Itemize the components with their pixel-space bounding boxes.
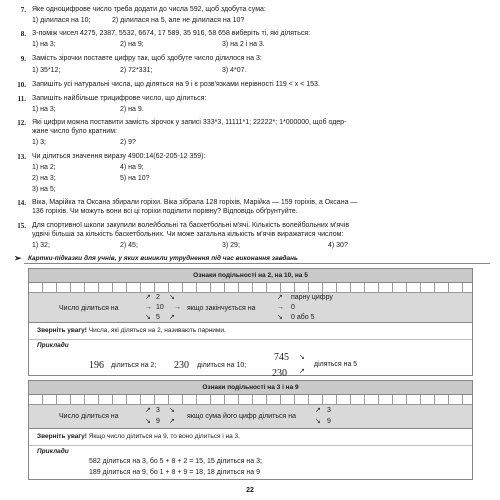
question-15 <box>10 222 490 240</box>
option: 3) на 2 і на 3. <box>222 41 265 48</box>
examples-row <box>29 458 472 482</box>
example-text: діляться на 5 <box>314 361 358 369</box>
digit-sum-divisor: 9 <box>327 418 331 425</box>
divisor: 5 <box>156 314 160 321</box>
attention-label: Зверніть увагу! <box>37 433 87 440</box>
attention-text: Числа, які діляться на 2, називають парними. <box>88 327 226 334</box>
question-10 <box>10 81 490 90</box>
question-12 <box>10 119 490 137</box>
question-number: 13. <box>17 153 26 161</box>
arrow-down-right-icon: ↘ <box>299 354 305 362</box>
option: 1) 32; <box>32 242 50 249</box>
rule-mid: якщо сума його цифр ділиться на <box>187 413 296 420</box>
question-11 <box>10 95 490 104</box>
examples-row <box>29 352 472 380</box>
card-title: Ознаки подільності на 3 і на 9 <box>29 381 472 395</box>
arrow-up-right-icon: ↗ <box>145 294 151 301</box>
rule-box <box>29 405 472 429</box>
option: 5) на 10? <box>120 175 150 182</box>
divisor: 3 <box>156 407 160 414</box>
option: 1) ділилася на 10; <box>32 17 91 24</box>
question-text: Запишіть усі натуральні числа, що діляться на 9 і є розв'язками нерівності 119 < x < 153. <box>32 81 320 88</box>
question-number: 14. <box>17 199 26 207</box>
divisor: 10 <box>156 304 164 311</box>
attention-note <box>29 323 472 340</box>
arrow-right-icon: → <box>277 304 284 311</box>
arrow-right-icon: → <box>145 304 152 311</box>
arrow-right-icon: → <box>174 304 181 311</box>
arrow-down-right-icon: ↘ <box>145 418 151 425</box>
arrow-up-right-icon: ↗ <box>299 368 305 376</box>
grid-band <box>29 395 472 405</box>
example-number: 230 <box>174 360 189 372</box>
digit-sum-divisor: 3 <box>327 407 331 414</box>
ending: парну цифру <box>291 294 333 301</box>
option: 1) 3; <box>32 139 47 146</box>
question-9 <box>10 55 490 64</box>
question-text: Віка, Марійка та Оксана збирали горіхи. Віка зібрала 128 горіхів, Марійка — 159 горіхів, а Оксана — <box>32 199 358 206</box>
arrow-up-right-icon: ↗ <box>277 294 283 301</box>
card-title: Ознаки подільності на 2, на 10, на 5 <box>29 269 472 283</box>
hint-card-3-9 <box>28 380 473 480</box>
option: 2) на 9; <box>120 41 144 48</box>
hint-card-2-10-5 <box>28 268 473 380</box>
arrow-down-right-icon: ↘ <box>145 314 151 321</box>
example-text: ділиться на 10; <box>197 362 247 370</box>
example-text: 582 ділиться на 3, бо 5 + 8 + 2 = 15, 15 ділиться на 3; <box>89 458 262 466</box>
grid-band <box>29 283 472 293</box>
hint-divider <box>24 263 490 264</box>
option: 1) на 3; <box>32 41 56 48</box>
divisor: 2 <box>156 294 160 301</box>
option: 2) 9? <box>120 139 136 146</box>
option: 2) 72*331; <box>120 67 153 74</box>
arrow-up-right-icon: ↗ <box>169 314 175 321</box>
question-text: З-поміж чисел 4275, 2387, 5532, 6674, 17 589, 35 916, 58 658 виберіть ті, які діляться: <box>32 30 311 37</box>
question-text: Яке одноцифрове число треба додати до числа 592, щоб здобута сума: <box>32 6 266 13</box>
question-13 <box>10 153 490 162</box>
arrow-down-right-icon: ↘ <box>169 294 175 301</box>
question-text-cont: жане число було кратним: <box>32 127 117 135</box>
rule-box <box>29 293 472 323</box>
option: 1) на 3; <box>32 106 56 113</box>
question-text: Чи ділиться значення виразу 4900:14(62-205-12 359): <box>32 153 206 160</box>
hint-arrow-icon: ➢ <box>14 253 22 263</box>
rule-mid: якщо закінчується на <box>187 305 256 312</box>
attention-text: Якщо число ділиться на 9, то воно ділиться і на 3. <box>88 433 240 440</box>
question-number: 11. <box>17 95 26 103</box>
example-text: 189 ділиться на 9, бо 1 + 8 + 9 = 18, 18 ділиться на 9 <box>89 469 261 477</box>
option: 3) 29; <box>222 242 240 249</box>
option: 2) 45; <box>120 242 138 249</box>
attention-label: Зверніть увагу! <box>37 327 87 334</box>
option: 4) 30? <box>328 242 348 249</box>
rule-left: Число ділиться на <box>59 305 119 312</box>
option: 2) ділилася на 5, але не ділилася на 10? <box>112 17 245 24</box>
divisor: 9 <box>156 418 160 425</box>
question-text: Запишіть найбільше трицифрове число, що ділиться: <box>32 95 207 102</box>
examples-title: Приклади <box>37 342 69 350</box>
question-7 <box>10 6 490 15</box>
question-text: Які цифри можна поставити замість зірочок у записі 333*3, 11111*1; 22222*; 1*000000, щоб одер- <box>32 119 347 126</box>
question-14 <box>10 199 490 217</box>
option: 4) на 9; <box>120 164 144 171</box>
arrow-down-right-icon: ↘ <box>277 314 283 321</box>
option: 1) 35*12; <box>32 67 61 74</box>
question-number: 15. <box>17 222 26 230</box>
rule-left: Число ділиться на <box>59 413 119 420</box>
arrow-down-right-icon: ↘ <box>315 418 321 425</box>
attention-note <box>29 429 472 446</box>
arrow-up-right-icon: ↗ <box>145 407 151 414</box>
ending: 0 <box>291 304 295 311</box>
question-number: 12. <box>17 119 26 127</box>
option: 2) на 9. <box>120 106 144 113</box>
hint-title: Картки-підказки для учнів, у яких виникли утруднення під час виконання завдань <box>28 255 298 262</box>
arrow-up-right-icon: ↗ <box>315 407 321 414</box>
question-number: 9. <box>20 55 26 63</box>
option: 3) 4*07. <box>222 67 247 74</box>
example-text: ділиться на 2; <box>111 362 157 370</box>
question-text: Для спортивної школи закупили волейбольні та баскетбольні м'ячі. Кількість волейбольних м'ячів <box>32 222 350 229</box>
arrow-up-right-icon: ↗ <box>169 418 175 425</box>
example-number: 196 <box>89 360 104 372</box>
arrow-down-right-icon: ↘ <box>169 407 175 414</box>
example-number: 745 <box>274 352 289 364</box>
ending: 0 або 5 <box>291 314 315 321</box>
question-number: 10. <box>17 81 26 89</box>
page-number: 22 <box>246 487 254 494</box>
question-8 <box>10 30 490 39</box>
example-number: 230 <box>272 368 287 380</box>
question-text: Замість зірочки поставте цифру так, щоб здобуте число ділилося на 3: <box>32 55 262 62</box>
question-text-cont: 136 горіхів. Чи можуть вони всі ці горіхи поділити порівну? Відповідь обґрунтуйте. <box>32 207 298 215</box>
examples-title: Приклади <box>37 448 69 456</box>
option: 2) на 3; <box>32 175 56 182</box>
option: 3) на 5; <box>32 186 56 193</box>
question-number: 7. <box>20 6 26 14</box>
option: 1) на 2; <box>32 164 56 171</box>
question-number: 8. <box>20 30 26 38</box>
question-text-cont: удвічі більша за кількість баскетбольних. Чи може загальна кількість м'ячів виражатися числом: <box>32 230 344 238</box>
